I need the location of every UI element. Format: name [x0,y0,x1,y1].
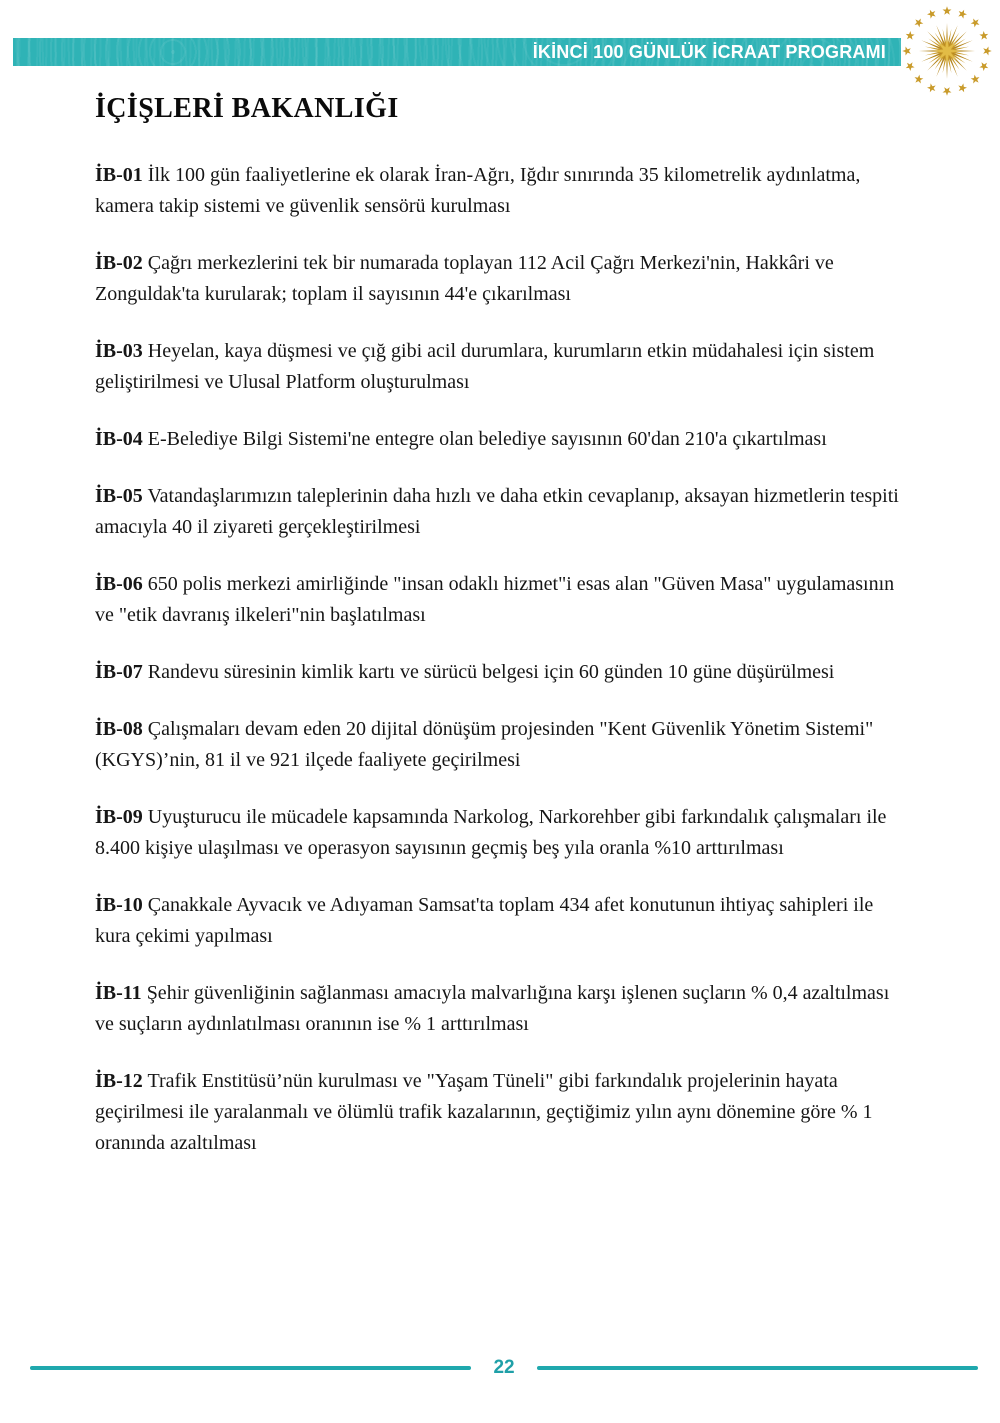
program-item-ib01 [95,160,901,222]
presidency-seal-icon [901,5,993,97]
footer-rule-right [537,1366,978,1370]
page-number: 22 [493,1357,515,1378]
item-code: İB-07 [95,661,143,683]
items-list [95,160,901,1159]
item-text: İlk 100 gün faaliyetlerine ek olarak İran-Ağrı, Iğdır sınırında 35 kilometrelik aydınlatma, kamera takip sistemi ve güvenlik sensörü kurulması [95,164,861,217]
item-code: İB-12 [95,1070,143,1092]
item-code: İB-02 [95,252,143,274]
item-code: İB-05 [95,485,143,507]
program-item-ib05 [95,481,901,543]
program-item-ib03 [95,336,901,398]
program-item-ib02 [95,248,901,310]
program-item-ib07 [95,657,901,688]
item-text: Uyuşturucu ile mücadele kapsamında Narkolog, Narkorehber gibi farkındalık çalışmaları ile 8.400 kişiye ulaşılması ve operasyon sayısının geçmiş beş yıla oranla %10 arttırılması [95,806,887,859]
item-text: Çalışmaları devam eden 20 dijital dönüşüm projesinden "Kent Güvenlik Yönetim Sistemi" (KGYS)’nin, 81 il ve 921 ilçede faaliyete geçirilmesi [95,718,874,771]
program-item-ib08 [95,714,901,776]
footer [30,1357,978,1378]
program-item-ib06 [95,569,901,631]
item-text: Randevu süresinin kimlik kartı ve sürücü belgesi için 60 günden 10 güne düşürülmesi [147,661,835,683]
item-text: 650 polis merkezi amirliğinde "insan odaklı hizmet"i esas alan "Güven Masa" uygulamasının ve "etik davranış ilkeleri"nin başlatılması [95,573,895,626]
presidency-seal [901,5,993,97]
item-text: Trafik Enstitüsü’nün kurulması ve "Yaşam Tüneli" gibi farkındalık projelerinin hayata geçirilmesi ile yaralanmalı ve ölümlü trafik kazalarının, geçtiğimiz yılın aynı dönemine göre % 1 oranında azaltılması [95,1070,873,1154]
page-title: İÇİŞLERİ BAKANLIĞI [95,93,399,124]
program-item-ib09 [95,802,901,864]
item-code: İB-04 [95,428,143,450]
item-code: İB-09 [95,806,143,828]
program-item-ib11 [95,978,901,1040]
item-text: Çağrı merkezlerini tek bir numarada toplayan 112 Acil Çağrı Merkezi'nin, Hakkâri ve Zonguldak'ta kurularak; toplam il sayısının 44'e çıkarılması [95,252,834,305]
item-text: Şehir güvenliğinin sağlanması amacıyla malvarlığına karşı işlenen suçların % 0,4 azaltılması ve suçların aydınlatılması oranının ise % 1 arttırılması [95,982,890,1035]
item-text: E-Belediye Bilgi Sistemi'ne entegre olan belediye sayısının 60'dan 210'a çıkartılması [147,428,827,450]
item-text: Heyelan, kaya düşmesi ve çığ gibi acil durumlara, kurumların etkin müdahalesi için sistem geliştirilmesi ve Ulusal Platform oluşturulması [95,340,875,393]
program-item-ib04 [95,424,901,455]
item-code: İB-01 [95,164,143,186]
item-code: İB-11 [95,982,142,1004]
item-code: İB-10 [95,894,143,916]
content-area [95,92,901,1185]
item-text: Çanakkale Ayvacık ve Adıyaman Samsat'ta toplam 434 afet konutunun ihtiyaç sahipleri ile kura çekimi yapılması [95,894,874,947]
item-code: İB-06 [95,573,143,595]
item-code: İB-08 [95,718,143,740]
header-bar [13,38,901,66]
item-code: İB-03 [95,340,143,362]
footer-rule-left [30,1366,471,1370]
program-item-ib10 [95,890,901,952]
program-title: İKİNCİ 100 GÜNLÜK İCRAAT PROGRAMI [532,42,886,62]
program-item-ib12 [95,1066,901,1159]
item-text: Vatandaşlarımızın taleplerinin daha hızlı ve daha etkin cevaplanıp, aksayan hizmetlerin tespiti amacıyla 40 il ziyareti gerçekleştirilmesi [95,485,899,538]
